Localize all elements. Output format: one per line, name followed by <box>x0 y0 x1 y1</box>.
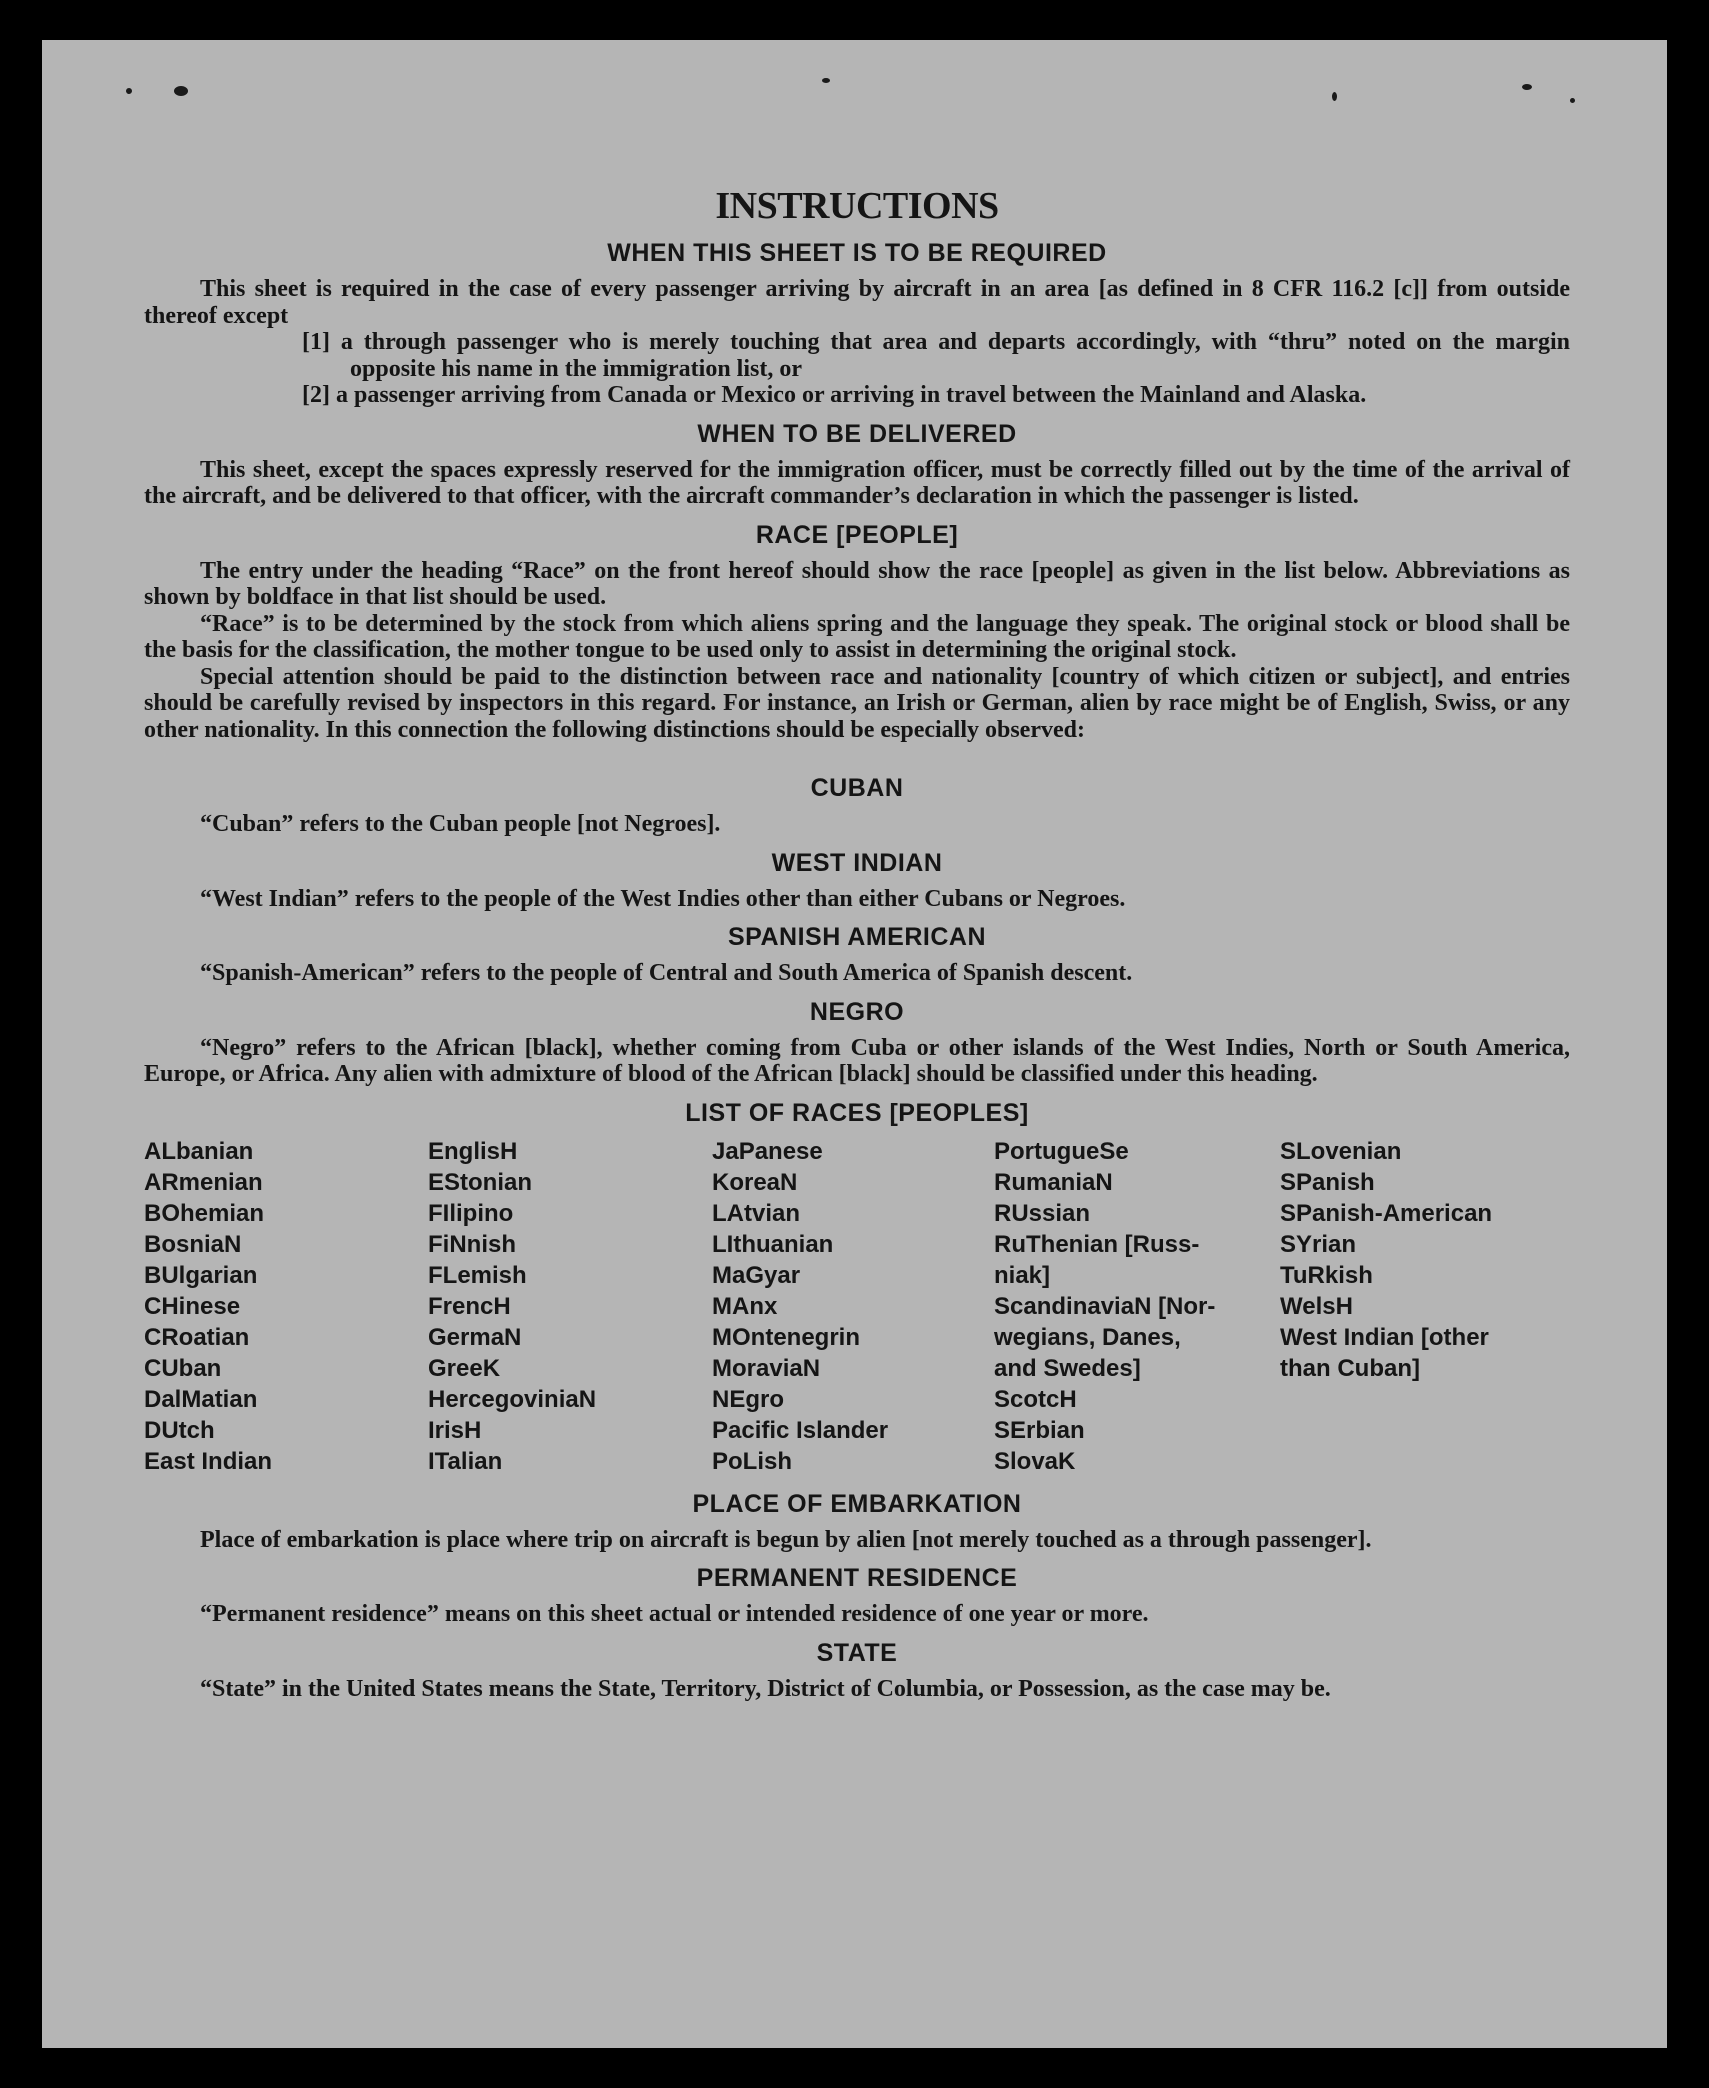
race-entry: LAtvian <box>712 1199 801 1227</box>
paragraph-spanish-american: “Spanish-American” refers to the people of Central and South America of Spanish descent. <box>200 960 1133 986</box>
race-entry: FrencH <box>428 1292 511 1320</box>
race-entry: ITalian <box>428 1447 503 1475</box>
race-entry: ALbanian <box>144 1137 254 1165</box>
race-entry: EStonian <box>428 1168 533 1196</box>
heading-list-of-races: LIST OF RACES [PEOPLES] <box>685 1098 1029 1127</box>
race-entry: DalMatian <box>144 1385 258 1413</box>
races-list <box>144 1136 1570 1477</box>
page-title: INSTRUCTIONS <box>715 185 999 227</box>
race-entry: MOntenegrin <box>712 1323 860 1351</box>
heading-when-required: WHEN THIS SHEET IS TO BE REQUIRED <box>607 239 1107 267</box>
race-entry-continuation: niak] <box>994 1261 1051 1289</box>
paragraph-race-1: The entry under the heading “Race” on the front hereof should show the race [people] as given in the list below. Abbreviations as shown by boldface in that list should be used. <box>144 557 1570 610</box>
paragraph-west-indian: “West Indian” refers to the people of the West Indies other than either Cubans or Negroes. <box>200 885 1126 912</box>
race-entry: TuRkish <box>1280 1261 1373 1289</box>
paragraph-race-2: “Race” is to be determined by the stock from which aliens spring and the language they speak. The original stock or blood shall be the basis for the classification, the mother tongue to be used only to assist in determining the original stock. <box>144 610 1570 663</box>
race-entry: CRoatian <box>144 1323 250 1351</box>
race-entry: ARmenian <box>144 1168 263 1196</box>
race-entry-continuation: and Swedes] <box>994 1354 1141 1382</box>
race-entry: MAnx <box>712 1292 778 1320</box>
heading-cuban: CUBAN <box>810 774 904 802</box>
race-entry: FLemish <box>428 1261 527 1289</box>
races-column-1 <box>144 1136 428 1477</box>
race-entry: Pacific Islander <box>712 1416 889 1444</box>
race-entry: SYrian <box>1280 1230 1357 1258</box>
paragraph-cuban: “Cuban” refers to the Cuban people [not Negroes]. <box>200 811 721 837</box>
race-entry: East Indian <box>144 1447 273 1475</box>
heading-negro: NEGRO <box>809 997 905 1026</box>
heading-when-delivered: WHEN TO BE DELIVERED <box>697 419 1017 448</box>
race-entry: West Indian [other <box>1280 1323 1489 1351</box>
race-entry: IrisH <box>428 1416 482 1444</box>
speck-mark <box>1522 84 1532 90</box>
heading-state: STATE <box>816 1638 898 1667</box>
heading-spanish-american: SPANISH AMERICAN <box>727 923 986 951</box>
race-entry: SPanish-American <box>1280 1199 1493 1227</box>
instructions-content <box>144 140 1570 1702</box>
race-entry: SLovenian <box>1280 1137 1402 1165</box>
speck-mark <box>1332 92 1337 101</box>
race-entry: JaPanese <box>712 1137 823 1165</box>
exception-item-1: [1] a through passenger who is merely touching that area and departs accordingly, with “thru” noted on the margin opposite his name in the immigration list, or <box>302 329 1570 382</box>
race-entry: FIlipino <box>428 1199 514 1227</box>
race-entry: NEgro <box>712 1385 784 1413</box>
race-entry: MaGyar <box>712 1261 801 1289</box>
document-page <box>42 40 1667 2048</box>
race-entry: RuThenian [Russ- <box>994 1230 1200 1258</box>
race-entry: CHinese <box>144 1292 241 1320</box>
race-entry: DUtch <box>144 1416 215 1444</box>
paragraph-state: “State” in the United States means the State, Territory, District of Columbia, or Possession, as the case may be. <box>200 1675 1331 1702</box>
race-entry: HercegoviniaN <box>428 1385 597 1413</box>
paragraph-required: This sheet is required in the case of every passenger arriving by aircraft in an area [as defined in 8 CFR 116.2 [c]] from outside thereof except <box>144 276 1570 329</box>
paragraph-residence: “Permanent residence” means on this sheet actual or intended residence of one year or more. <box>200 1601 1149 1627</box>
races-column-2 <box>428 1136 712 1477</box>
race-entry: PortugueSe <box>994 1137 1129 1165</box>
race-entry: FiNnish <box>428 1230 516 1258</box>
speck-mark <box>174 86 188 96</box>
race-entry: WelsH <box>1280 1292 1353 1320</box>
race-entry: BOhemian <box>144 1199 265 1227</box>
speck-mark <box>822 78 830 83</box>
race-entry: RUssian <box>994 1199 1091 1227</box>
paragraph-delivered: This sheet, except the spaces expressly reserved for the immigration officer, must be correctly filled out by the time of the arrival of the aircraft, and be delivered to that officer, with the aircraft commander’s declaration in which the passenger is listed. <box>144 456 1570 509</box>
paragraph-race-3: Special attention should be paid to the distinction between race and nationality [country of which citizen or subject], and entries should be carefully revised by inspectors in this regard. For instance, an Irish or German, alien by race might be of English, Swiss, or any other nationality. In this connection the following distinctions should be especially observed: <box>144 663 1570 743</box>
race-entry: MoraviaN <box>712 1354 821 1382</box>
race-entry: GreeK <box>428 1354 501 1382</box>
heading-race: RACE [PEOPLE] <box>755 520 959 549</box>
paragraph-negro: “Negro” refers to the African [black], whether coming from Cuba or other islands of the West Indies, North or South America, Europe, or Africa. Any alien with admixture of blood of the African [black] should be classified under this heading. <box>144 1034 1570 1087</box>
race-entry: RumaniaN <box>994 1168 1113 1196</box>
race-entry-continuation: than Cuban] <box>1280 1354 1420 1382</box>
speck-mark <box>126 88 132 94</box>
race-entry: EnglisH <box>428 1137 518 1165</box>
race-entry: SPanish <box>1280 1168 1375 1196</box>
race-entry: GermaN <box>428 1323 522 1351</box>
heading-permanent-residence: PERMANENT RESIDENCE <box>696 1564 1018 1592</box>
race-entry: BUlgarian <box>144 1261 258 1289</box>
race-entry: PoLish <box>712 1447 793 1475</box>
speck-mark <box>1570 98 1575 103</box>
heading-west-indian: WEST INDIAN <box>771 848 943 877</box>
race-entry-continuation: wegians, Danes, <box>994 1323 1181 1351</box>
race-entry: CUban <box>144 1354 222 1382</box>
race-entry: KoreaN <box>712 1168 798 1196</box>
races-column-5 <box>1280 1136 1570 1477</box>
race-entry: SlovaK <box>994 1447 1076 1475</box>
race-entry: ScotcH <box>994 1385 1077 1413</box>
paragraph-embarkation: Place of embarkation is place where trip on aircraft is begun by alien [not merely touched as a through passenger]. <box>200 1526 1372 1553</box>
exception-item-2: [2] a passenger arriving from Canada or Mexico or arriving in travel between the Mainland and Alaska. <box>302 382 1367 408</box>
race-entry: LIthuanian <box>712 1230 834 1258</box>
race-entry: SErbian <box>994 1416 1085 1444</box>
heading-place-of-embarkation: PLACE OF EMBARKATION <box>692 1489 1022 1518</box>
races-column-4 <box>994 1136 1280 1477</box>
race-entry: ScandinaviaN [Nor- <box>994 1292 1216 1320</box>
race-entry: BosniaN <box>144 1230 242 1258</box>
races-column-3 <box>712 1136 994 1477</box>
